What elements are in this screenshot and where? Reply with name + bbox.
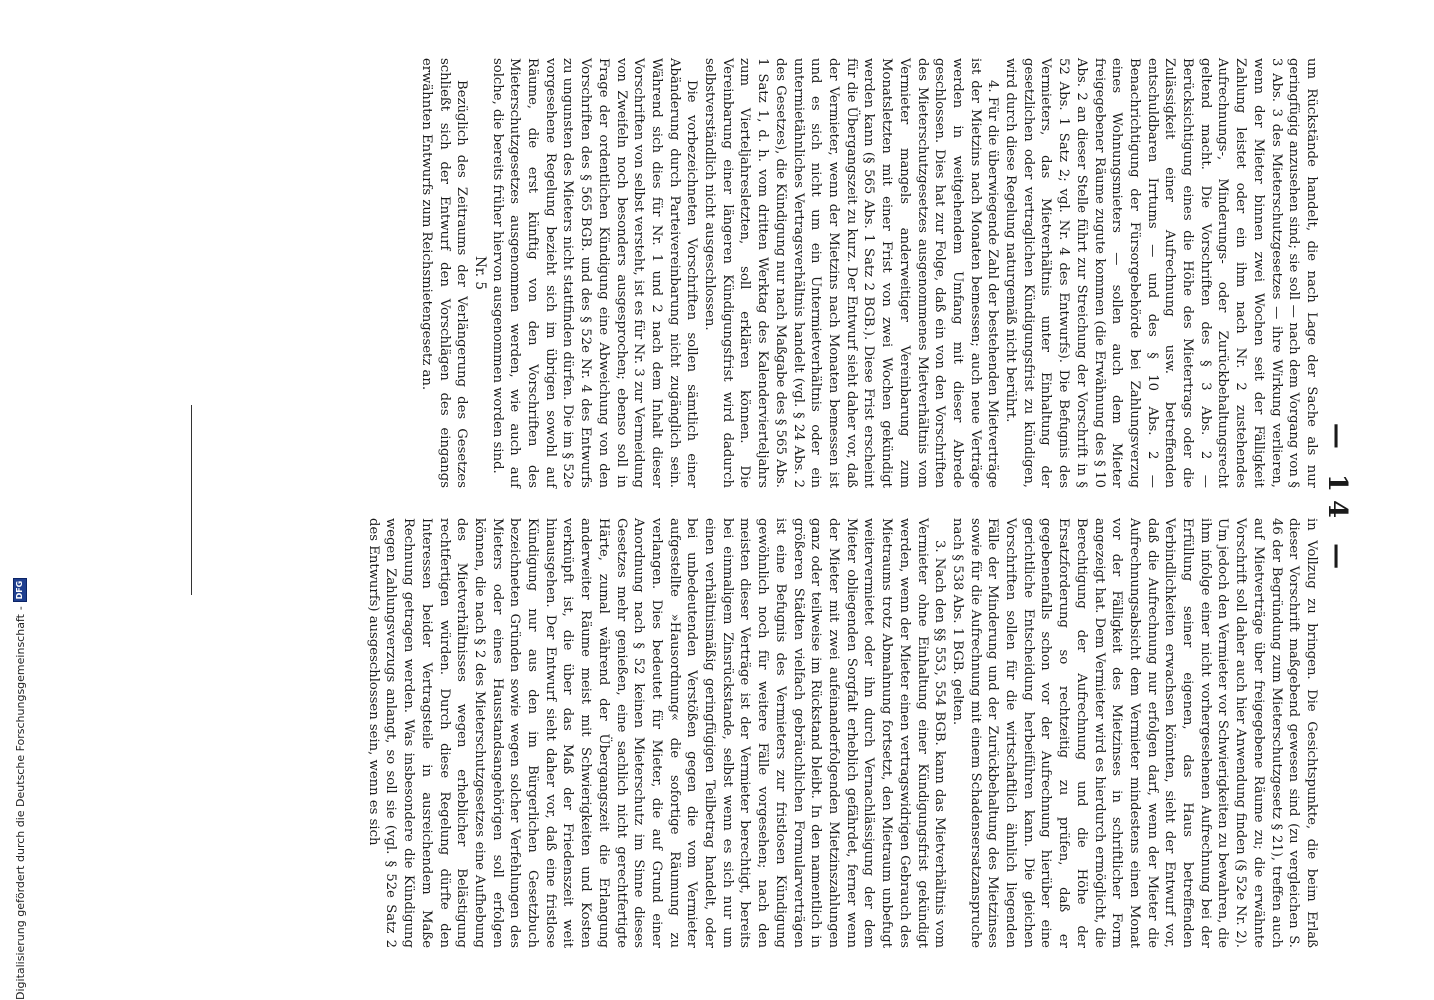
section-heading: Nr. 5 bbox=[471, 256, 488, 290]
end-rule bbox=[191, 405, 192, 595]
page-number: — 14 — bbox=[1322, 422, 1352, 578]
dfg-logo-icon: DFG bbox=[13, 578, 27, 602]
digitization-footer: Digitalisierung gefördert durch die Deutsche Forschungsgemeinschaft - DFG bbox=[8, 0, 32, 1000]
paragraph: in Vollzug zu bringen. Die Gesichtspunkte, die beim Erlaß dieser Vorschrift maßgebend gewesen sind (zu vergleichen S. 46 der Begründung zum Mieterschutzgesetz § 21), treffen auch auf Mietverträge über freigegebene Räume zu; die erwähnte Vorschrift soll daher auch hier Anwendung finden (§ 52e Nr. 2). Um jedoch den Vermieter vor Schwierigkeiten zu bewahren, die ihm infolge einer nicht vorhergesehenen Aufrechnung bei der Erfüllung seiner eigenen, das Haus betreffenden Verbindlichkeiten erwachsen könnten, sieht der Entwurf vor, daß die Aufrechnung nur erfolgen darf, wenn der Mieter die Aufrechnungsabsicht dem Vermieter mindestens einen Monat vor der Fälligkeit des Mietzinses in schriftlicher Form angezeigt hat. Dem Vermieter wird es hierdurch ermöglicht, die Berechtigung der Aufrechnung und die Höhe der Ersatzforderung so rechtzeitig zu prüfen, daß er gegebenenfalls schon vor der Aufrechnung hierüber eine gerichtliche Entscheidung herbeiführen kann. Die gleichen Vorschriften sollen für die wirtschaftlich ähnlich liegenden Fälle der Minderung und der Zurückbehaltung des Mietzinses sowie für die Aufrechnung mit einem Schadensersatzanspruche nach § 538 Abs. 1 BGB. gelten. bbox=[949, 518, 1319, 948]
paragraph: um Rückstände handelt, die nach Lage der Sache als nur geringfügig anzusehen sind; sie soll — nach dem Vorgang von § 3 Abs. 3 des Mieterschutzgesetzes — ihre Wirkung verlieren, wenn der Mieter binnen zwei Wochen seit der Fälligkeit Zahlung leistet oder ein ihm nach Nr. 2 zustehendes Aufrechnungs-, Minderungs- oder Zurückbehaltungsrecht geltend macht. Die Vorschriften des § 3 Abs. 2 — Berücksichtigung eines die Höhe des Mietertrags oder die Zulässigkeit einer Aufrechnung usw. betreffenden entschuldbaren Irrtums — und des § 10 Abs. 2 — Benachrichtigung der Fürsorgebehörde bei Zahlungsverzug eines Wohnungsmieters — sollen auch dem Mieter freigegebener Räume zugute kommen (die Erwähnung des § 10 Abs. 2 an dieser Stelle führt zur Streichung der Vorschrift in § 52 Abs. 1 Satz 2; vgl. Nr. 4 des Entwurfs). Die Befugnis des Vermieters, das Mietverhältnis unter Einhaltung der gesetzlichen oder vertraglichen Kündigungsfrist zu kündigen, wird durch diese Regelung naturgemäß nicht berührt. bbox=[1003, 58, 1319, 488]
paragraph: 4. Für die überwiegende Zahl der bestehenden Mietverträge ist der Mietzins nach Monaten bemessen; auch neue Verträge werden in weitgehendem Umfang mit dieser Abrede geschlossen. Dies hat zur Folge, daß ein von den Vorschriften des Mieterschutzgesetzes ausgenommenes Mietverhältnis vom Vermieter mangels anderweitiger Vereinbarung zum Monatsletzten mit einer Frist von zwei Wochen gekündigt werden kann (§ 565 Abs. 1 Satz 2 BGB.). Diese Frist erscheint für die Übergangszeit zu kurz. Der Entwurf sieht daher vor, daß der Vermieter, wenn der Mietzins nach Monaten bemessen ist und es sich nicht um ein Untermietverhältnis oder ein untermietähnliches Vertragsverhältnis handelt (vgl. § 24 Abs. 2 des Gesetzes), die Kündigung nur nach Maßgabe des § 565 Abs. 1 Satz 1, d. h. vom dritten Werktag des Kalendervierteljahrs zum Vierteljahresletzten, soll erklären können. Die Vereinbarung einer längeren Kündigungsfrist wird dadurch selbstverständlich nicht ausgeschlossen. bbox=[702, 58, 1001, 488]
paragraph: Bezüglich des Zeitraums der Verlängerung des Gesetzes schließt sich der Entwurf den Vorschlägen des eingangs erwähnten Entwurfs zum Reichsmietengesetz an. bbox=[418, 58, 470, 488]
footer-text: Digitalisierung gefördert durch die Deutsche Forschungsgemeinschaft bbox=[13, 614, 27, 1000]
paragraph: Die vorbezeichneten Vorschriften sollen sämtlich einer Abänderung durch Parteivereinbarung nicht zugänglich sein. Während sich dies für Nr. 1 und 2 nach dem Inhalt dieser Vorschriften von selbst versteht, ist es für Nr. 3 zur Vermeidung von Zweifeln noch besonders ausgesprochen; ebenso soll in Frage der ordentlichen Kündigung eine Abweichung von den Vorschriften des § 565 BGB. und des § 52e Nr. 4 des Entwurfs zu ungunsten des Mieters nicht stattfinden dürfen. Die im § 52e vorgesehene Regelung bezieht sich im übrigen sowohl auf Räume, die erst künftig von den Vorschriften des Mieterschutzgesetzes ausgenommen werden, wie auch auf solche, die bereits früher hiervon ausgenommen worden sind. bbox=[489, 58, 700, 488]
paragraph: 3. Nach den §§ 553, 554 BGB. kann das Mietverhältnis vom Vermieter ohne Einhaltung einer Kündigungsfrist gekündigt werden, wenn der Mieter einen vertragswidrigen Gebrauch des Mietraums trotz Abmahnung fortsetzt, den Mietraum unbefugt weitervermietet oder ihn durch Vernachlässigung der dem Mieter obliegenden Sorgfalt erheblich gefährdet, ferner wenn der Mieter mit zwei aufeinanderfolgenden Mietzinszahlungen ganz oder teilweise im Rückstand bleibt. In den namentlich in größeren Städten vielfach gebräuchlichen Formularverträgen ist eine Befugnis des Vermieters zur fristlosen Kündigung gewöhnlich noch für weitere Fälle vorgesehen; nach den meisten dieser Verträge ist der Vermieter berechtigt, bereits bei einmaligem Zinsrückstande, selbst wenn es sich nur um einen verhältnismäßig geringfügigen Teilbetrag handelt, oder bei unbedeutenden Verstößen gegen die vom Vermieter aufgestellte »Hausordnung« die sofortige Räumung zu verlangen. Dies bedeutet für Mieter, die auf Grund einer Anordnung nach § 52 keinen Mieterschutz im Sinne dieses Gesetzes mehr genießen, eine sachlich nicht gerechtfertigte Härte, zumal während der Übergangszeit die Erlangung anderweiter Räume meist mit Schwierigkeiten und Kosten verknüpft ist, die über das Maß der Friedenszeit weit hinausgehen. Der Entwurf sieht daher vor, daß eine fristlose Kündigung nur aus den im Bürgerlichen Gesetzbuch bezeichneten Gründen sowie wegen solcher Verfehlungen des Mieters oder eines Hausstandsangehörigen soll erfolgen können, die nach § 2 des Mieterschutzgesetzes eine Aufhebung des Mietverhältnisses wegen erheblicher Belästigung rechtfertigen würden. Durch diese Regelung dürfte den Interessen beider Vertragsteile in ausreichendem Maße Rechnung getragen werden. Was insbesondere die Kündigung wegen Zahlungsverzugs anlangt, so soll sie (vgl. § 52e Satz 2 des Entwurfs) ausgeschlossen sein, wenn es sich bbox=[365, 518, 948, 948]
left-text-column bbox=[417, 58, 1320, 488]
right-text-column bbox=[364, 518, 1320, 948]
